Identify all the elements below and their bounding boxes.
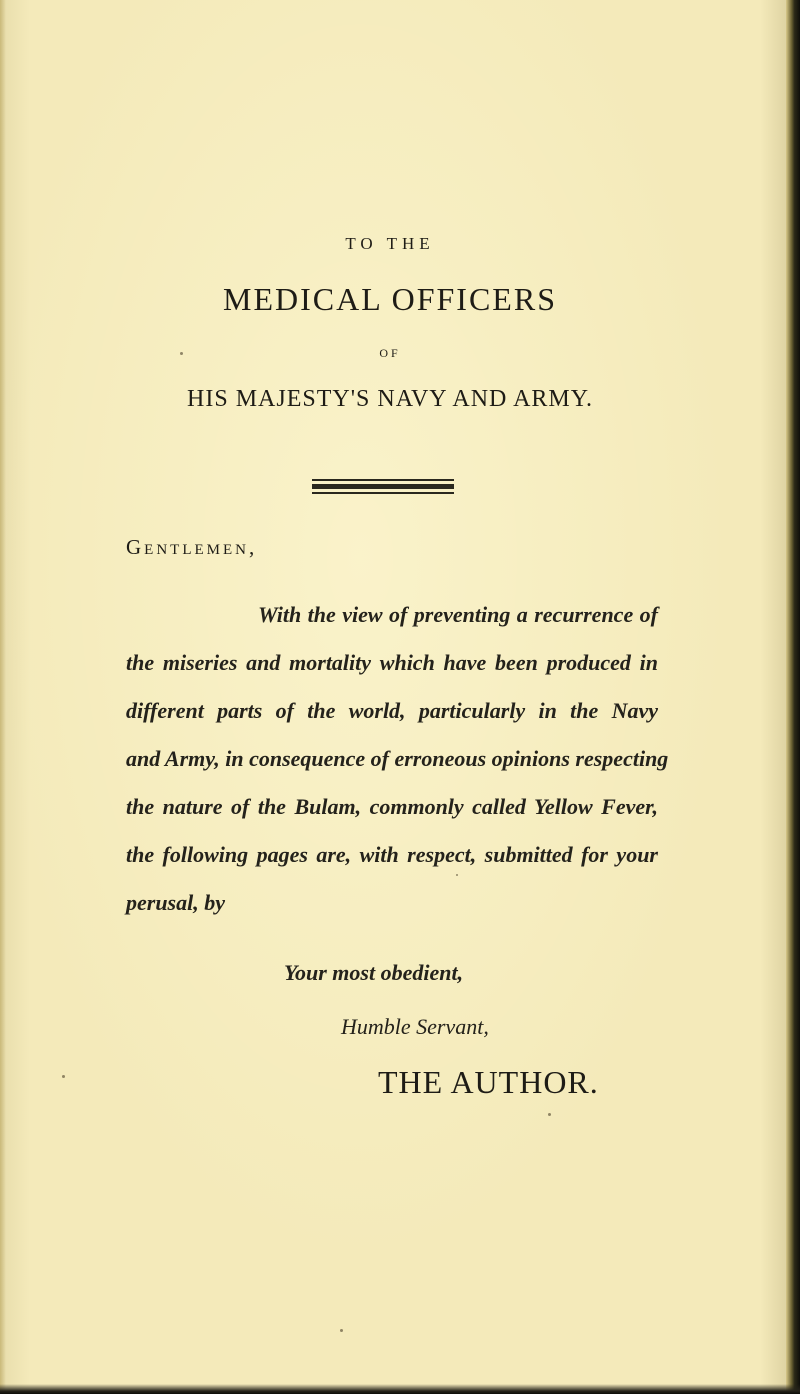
book-bottom-edge <box>0 1384 800 1394</box>
body-line-7: perusal, by <box>126 890 225 915</box>
heading-to-the: TO THE <box>345 234 435 253</box>
heading-of: OF <box>379 346 401 360</box>
body-line-5: the nature of the Bulam, commonly called Yellow Fever, <box>126 794 658 819</box>
body-line-2: the miseries and mortality which have been produced in <box>126 650 658 675</box>
paper-speck <box>456 874 458 876</box>
decorative-rule-thick <box>312 484 454 489</box>
page-left-margin-shadow <box>0 0 6 1394</box>
body-line-4: and Army, in consequence of erroneous opinions respecting <box>126 746 669 771</box>
body-line-3: different parts of the world, particularly in the Navy <box>126 698 658 723</box>
signature-the-author: THE AUTHOR. <box>378 1064 599 1100</box>
body-line-6: the following pages are, with respect, submitted for your <box>126 842 658 867</box>
paper-speck <box>340 1329 343 1332</box>
closing-most-obedient: Your most obedient, <box>284 960 464 985</box>
paper-speck <box>180 352 183 355</box>
heading-medical-officers: MEDICAL OFFICERS <box>223 281 557 317</box>
decorative-rule-bottom <box>312 492 454 494</box>
paper-speck <box>62 1075 65 1078</box>
decorative-rule-top <box>312 479 454 481</box>
salutation: Gentlemen, <box>126 535 258 559</box>
heading-navy-and-army: HIS MAJESTY'S NAVY AND ARMY. <box>187 386 593 412</box>
book-fore-edge <box>786 0 800 1394</box>
body-line-1: With the view of preventing a recurrence of <box>258 602 658 627</box>
paper-speck <box>548 1113 551 1116</box>
closing-humble-servant: Humble Servant, <box>341 1014 489 1039</box>
